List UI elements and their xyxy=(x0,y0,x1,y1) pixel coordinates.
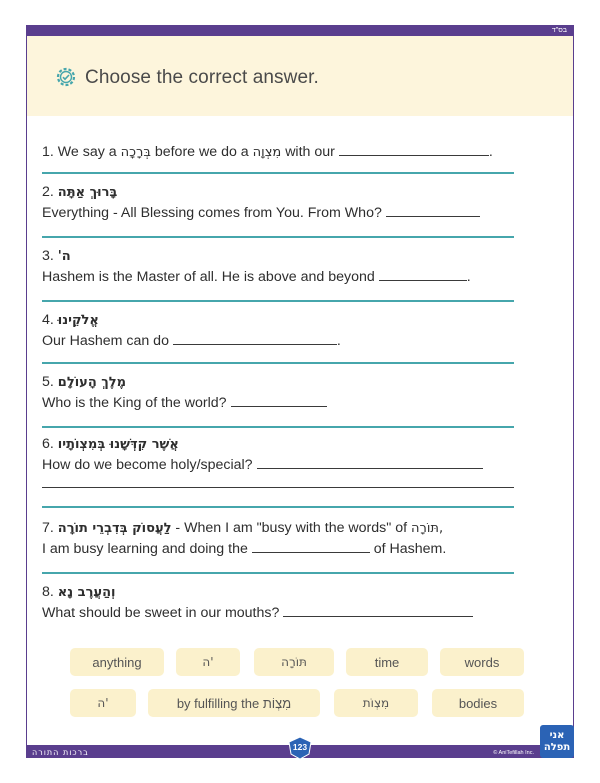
question-text: We say a xyxy=(57,144,117,160)
answer-blank-line[interactable] xyxy=(42,473,514,488)
question-7 xyxy=(42,520,514,557)
divider xyxy=(42,506,514,508)
question-text: How do we become holy/special? xyxy=(42,457,253,473)
question-3 xyxy=(42,248,514,285)
logo xyxy=(540,725,574,758)
question-text: What should be sweet in our mouths? xyxy=(42,605,280,621)
copyright: © AniTefillah Inc. xyxy=(493,750,534,756)
question-number: .3 xyxy=(42,248,54,264)
word-chip[interactable]: ה' xyxy=(176,648,240,676)
hebrew-phrase: וְהַעֲרֶב נָא xyxy=(57,585,116,600)
instruction-text: Choose the correct answer. xyxy=(85,67,319,88)
question-text: Hashem is the Master of all. He is above and beyond xyxy=(42,269,375,285)
answer-blank[interactable] xyxy=(252,541,370,553)
divider xyxy=(42,572,514,574)
question-text: I am busy learning and doing the xyxy=(42,541,248,557)
question-text: Who is the King of the world? xyxy=(42,395,227,411)
gear-icon xyxy=(54,65,78,89)
page-number: 123 xyxy=(292,742,308,752)
word-chip[interactable]: by fulfilling the מִצְוֹת xyxy=(148,689,320,717)
divider xyxy=(42,236,514,238)
hebrew-term: מִצְוָה xyxy=(252,145,282,160)
answer-blank[interactable] xyxy=(173,333,337,345)
question-number: .5 xyxy=(42,374,54,390)
answer-blank[interactable] xyxy=(283,605,473,617)
divider xyxy=(42,426,514,428)
answer-blank[interactable] xyxy=(386,205,480,217)
word-chip[interactable]: anything xyxy=(70,648,164,676)
word-chip[interactable]: תּוֹרָה xyxy=(254,648,334,676)
question-text: of Hashem. xyxy=(373,541,447,557)
question-5 xyxy=(42,374,514,411)
hebrew-phrase: ה' xyxy=(57,249,71,264)
question-text: - When I am "busy with the words" of xyxy=(171,520,408,536)
question-text: before we do a xyxy=(154,144,249,160)
word-chip[interactable]: words xyxy=(440,648,524,676)
question-number: .2 xyxy=(42,184,54,200)
corner-tag: בס"ד xyxy=(551,27,567,34)
question-1 xyxy=(42,144,514,160)
punctuation: . xyxy=(466,269,471,285)
word-chip[interactable]: bodies xyxy=(432,689,524,717)
answer-blank[interactable] xyxy=(257,457,483,469)
word-chip[interactable]: time xyxy=(346,648,428,676)
punctuation: . xyxy=(336,333,341,349)
divider xyxy=(42,172,514,174)
divider xyxy=(42,362,514,364)
answer-blank[interactable] xyxy=(231,395,327,407)
hebrew-term: בְּרָכָה xyxy=(120,145,151,160)
answer-blank[interactable] xyxy=(339,144,489,156)
hebrew-term: תּוֹרָה, xyxy=(411,521,444,536)
hebrew-phrase: אֱלֹקֵינוּ xyxy=(57,313,99,328)
question-6 xyxy=(42,436,514,488)
question-8 xyxy=(42,584,514,621)
word-chip[interactable]: מִצְוֹת xyxy=(334,689,418,717)
footer-title: ברכות התורה xyxy=(32,748,89,757)
answer-blank[interactable] xyxy=(379,269,467,281)
question-2 xyxy=(42,184,514,221)
question-text: with our xyxy=(285,144,335,160)
logo-line: אני xyxy=(549,730,565,741)
question-number: 1. xyxy=(42,144,54,160)
top-band xyxy=(27,26,573,36)
hebrew-phrase: מֶלֶךְ הָעוֹלָם xyxy=(57,375,127,390)
question-text: Everything - All Blessing comes from You. From Who? xyxy=(42,205,382,221)
divider xyxy=(42,300,514,302)
hebrew-phrase: אֲשֶׁר קִדְּשָׁנוּ בְּמִצְוֹתָיו xyxy=(57,437,179,452)
hebrew-phrase: בָּרוּךְ אַתָּה xyxy=(57,185,118,200)
hebrew-phrase: לַעֲסוֹק בְּדִבְרֵי תוֹרָה xyxy=(57,521,172,536)
question-number: .6 xyxy=(42,436,54,452)
question-number: .8 xyxy=(42,584,54,600)
punctuation: . xyxy=(488,144,493,160)
instruction-header xyxy=(27,36,573,116)
logo-line: תפלה xyxy=(543,742,571,753)
question-4 xyxy=(42,312,514,349)
question-number: .4 xyxy=(42,312,54,328)
question-text: Our Hashem can do xyxy=(42,333,169,349)
word-chip[interactable]: ה' xyxy=(70,689,136,717)
question-number: 7. xyxy=(42,520,54,536)
